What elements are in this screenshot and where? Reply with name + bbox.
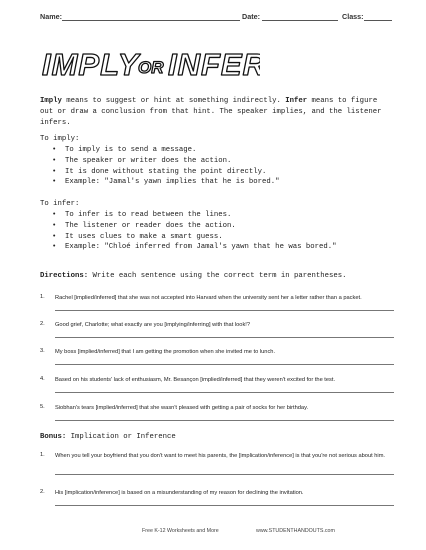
bullet-icon: • — [52, 167, 57, 176]
list-item — [52, 167, 280, 178]
title-word-2: OR — [138, 58, 164, 77]
question-text: Based on his students' lack of enthusiasm, Mr. Besançon [implied/inferred] that they weren't excited for the test. — [55, 377, 336, 383]
infer-definition: means to figure out or draw a conclusion from that hint. The speaker implies, and the listener infers. — [40, 97, 382, 127]
intro-paragraph — [40, 96, 390, 128]
directions-label: Directions: — [40, 272, 89, 280]
bonus-question-item — [40, 452, 394, 480]
to-infer-heading: To infer: — [40, 200, 80, 208]
list-item — [52, 210, 337, 221]
to-imply-heading: To imply: — [40, 135, 80, 143]
list-item — [52, 177, 280, 188]
bullet-icon: • — [52, 146, 57, 154]
question-number: 4. — [40, 376, 45, 382]
to-infer-list — [52, 210, 337, 253]
bullet-icon: • — [52, 156, 57, 165]
list-item — [52, 232, 337, 243]
question-item — [40, 348, 394, 368]
list-item — [52, 221, 337, 232]
footer-tagline: Free K-12 Worksheets and More — [142, 528, 219, 534]
question-item — [40, 294, 394, 314]
worksheet-header — [40, 12, 392, 24]
class-line — [364, 20, 392, 21]
question-text: Rachel [implied/inferred] that she was not accepted into Harvard when the university sent her a letter rather than a packet. — [55, 295, 362, 301]
list-item-text: It uses clues to make a smart guess. — [65, 232, 223, 241]
title-word-1: IMPLY — [42, 47, 140, 82]
bonus-label: Bonus: — [40, 433, 67, 441]
bonus-heading — [40, 432, 176, 443]
question-text: Good grief, Charlotte; what exactly are you [implying/inferring] with that look!? — [55, 322, 251, 328]
question-number: 3. — [40, 348, 45, 354]
bullet-icon: • — [52, 211, 57, 219]
question-text: When you tell your boyfriend that you don't want to meet his parents, the [implication/inference] is that you're not serious about him. — [55, 453, 386, 459]
directions — [40, 271, 400, 282]
imply-definition: means to suggest or hint at something indirectly. — [61, 97, 286, 105]
bonus-title: Implication or Inference — [66, 433, 176, 441]
list-item-text: To infer is to read between the lines. — [65, 211, 232, 219]
answer-line[interactable] — [55, 420, 394, 421]
question-item — [40, 404, 394, 424]
date-label: Date: — [242, 12, 260, 21]
answer-line[interactable] — [55, 474, 394, 475]
question-number: 5. — [40, 404, 45, 410]
list-item-text: To imply is to send a message. — [65, 146, 197, 154]
question-text: My boss [implied/inferred] that I am getting the promotion when she invited me to lunch. — [55, 349, 276, 355]
name-label: Name: — [40, 12, 62, 21]
list-item-text: Example: "Chloé inferred from Jamal's yawn that he was bored." — [65, 243, 337, 252]
question-item — [40, 321, 394, 341]
bullet-icon: • — [52, 232, 57, 241]
list-item — [52, 145, 280, 156]
page-footer — [0, 528, 426, 540]
question-text: His [implication/inference] is based on a misunderstanding of my reason for declining the invitation. — [55, 490, 304, 496]
answer-line[interactable] — [55, 337, 394, 338]
date-line — [262, 20, 338, 21]
to-imply-list — [52, 145, 280, 188]
question-number: 2. — [40, 321, 45, 327]
bonus-question-item — [40, 489, 394, 509]
imply-term: Imply — [40, 97, 62, 105]
directions-text: Write each sentence using the correct term in parentheses. — [88, 272, 347, 280]
list-item-text: Example: "Jamal's yawn implies that he is bored." — [65, 178, 280, 187]
question-number: 1. — [40, 452, 45, 458]
answer-line[interactable] — [55, 505, 394, 506]
question-item — [40, 376, 394, 396]
name-line — [62, 20, 240, 21]
answer-line[interactable] — [55, 364, 394, 365]
bullet-icon: • — [52, 178, 57, 187]
page-title — [40, 43, 260, 83]
list-item-text: The speaker or writer does the action. — [65, 156, 232, 165]
answer-line[interactable] — [55, 392, 394, 393]
question-number: 1. — [40, 294, 45, 300]
question-text: Siobhan's tears [implied/inferred] that she wasn't pleased with getting a pair of socks for her birthday. — [55, 405, 309, 411]
class-label: Class: — [342, 12, 364, 21]
question-number: 2. — [40, 489, 45, 495]
footer-website-link[interactable]: www.STUDENTHANDOUTS.com — [256, 528, 335, 534]
bullet-icon: • — [52, 221, 57, 230]
list-item-text: It is done without stating the point directly. — [65, 167, 267, 176]
bullet-icon: • — [52, 243, 57, 252]
answer-line[interactable] — [55, 310, 394, 311]
infer-term: Infer — [285, 97, 308, 105]
list-item-text: The listener or reader does the action. — [65, 221, 236, 230]
list-item — [52, 242, 337, 253]
title-lettering — [40, 43, 260, 83]
title-word-3: INFER — [168, 47, 260, 82]
list-item — [52, 156, 280, 167]
